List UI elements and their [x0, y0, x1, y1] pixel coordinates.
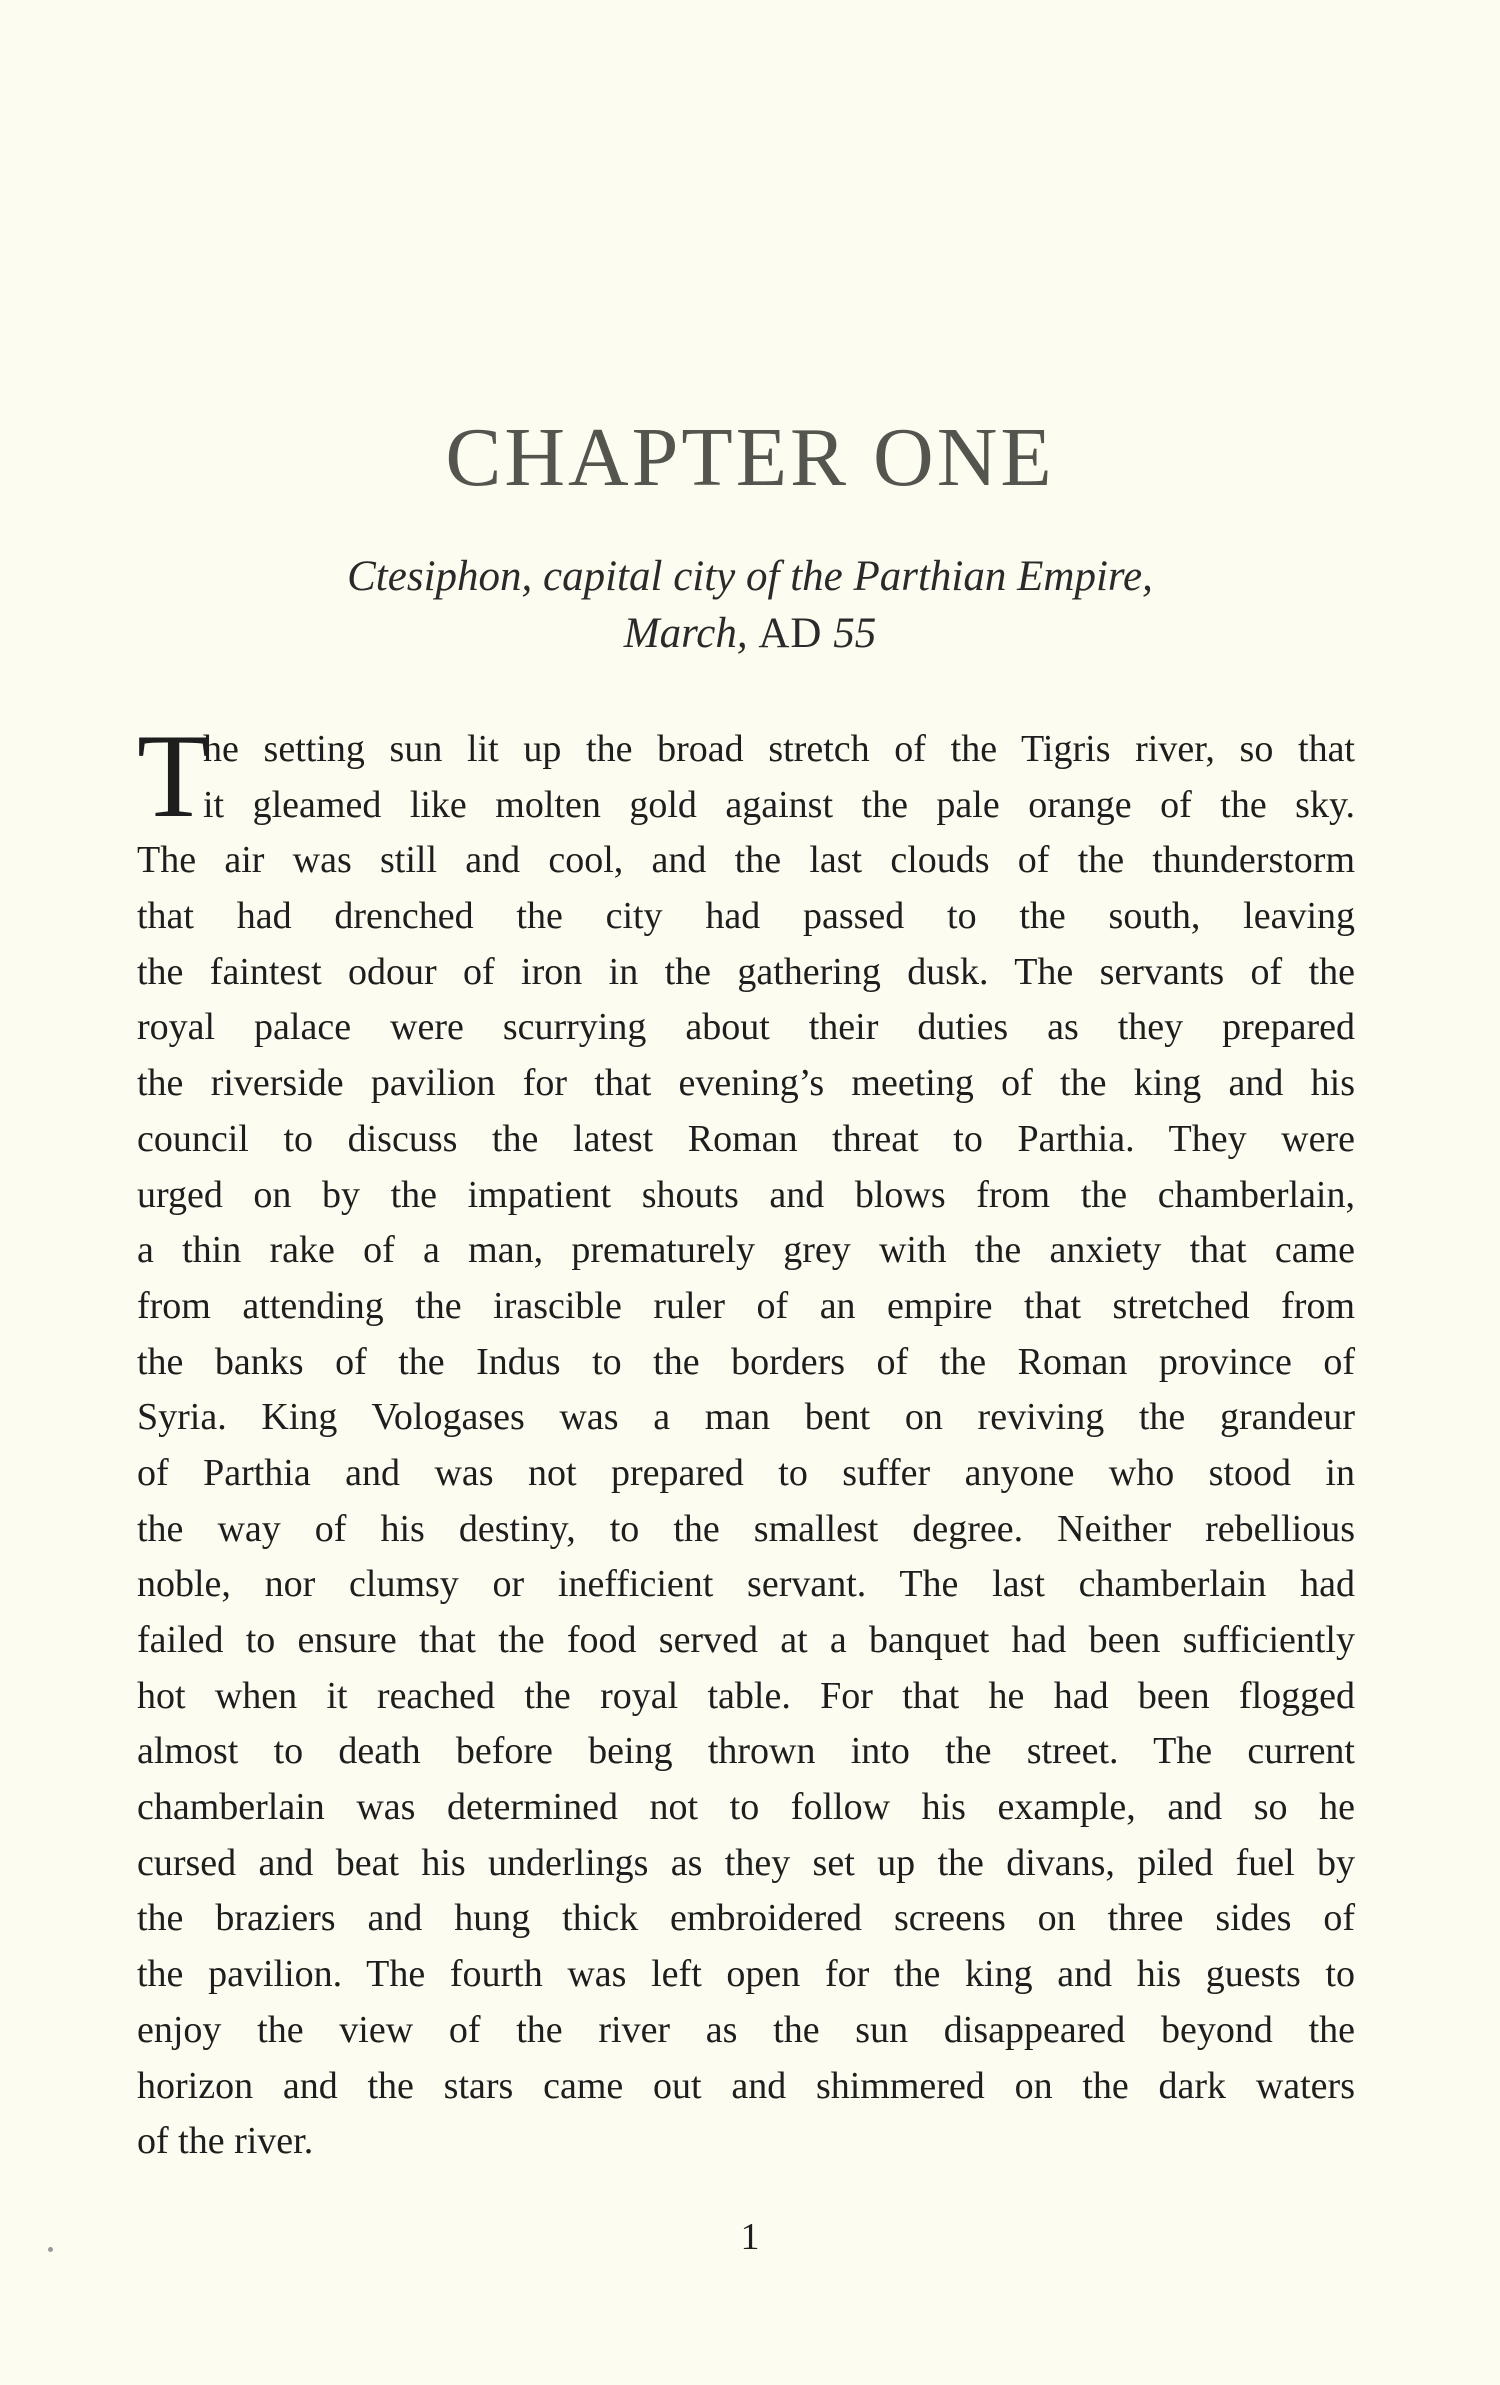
- text-line: Syria. King Vologases was a man bent on reviving the grandeur: [137, 1396, 1355, 1439]
- text-line: the way of his destiny, to the smallest degree. Neither rebellious: [137, 1507, 1355, 1550]
- text-line: The air was still and cool, and the last clouds of the thunderstorm: [137, 839, 1355, 882]
- text-line: failed to ensure that the food served at a banquet had been sufficiently: [137, 1619, 1355, 1661]
- text-line: horizon and the stars came out and shimmered on the dark waters: [137, 2064, 1355, 2107]
- chapter-date-era: AD: [758, 610, 823, 657]
- page-number: 1: [740, 2216, 760, 2258]
- text-line: hot when it reached the royal table. For that he had been flogged: [137, 1674, 1355, 1717]
- drop-cap: T: [137, 709, 211, 842]
- text-line: the faintest odour of iron in the gathering dusk. The servants of the: [137, 950, 1355, 993]
- chapter-date: [0, 612, 1500, 655]
- text-line: royal palace were scurrying about their duties as they prepared: [137, 1006, 1355, 1049]
- text-line: the riverside pavilion for that evening’s meeting of the king and his: [137, 1062, 1355, 1105]
- text-line: it gleamed like molten gold against the pale orange of the sky.: [203, 783, 1355, 826]
- text-line: that had drenched the city had passed to the south, leaving: [137, 895, 1355, 938]
- text-line: almost to death before being thrown into the street. The current: [137, 1730, 1355, 1773]
- body-paragraph: [137, 722, 1355, 2170]
- text-line: urged on by the impatient shouts and blows from the chamberlain,: [137, 1173, 1355, 1216]
- text-line: the banks of the Indus to the borders of the Roman province of: [137, 1340, 1355, 1383]
- text-line: from attending the irascible ruler of an empire that stretched from: [137, 1284, 1355, 1327]
- text-line: chamberlain was determined not to follow his example, and so he: [137, 1786, 1355, 1829]
- chapter-title: CHAPTER ONE: [445, 411, 1055, 505]
- chapter-location: Ctesiphon, capital city of the Parthian Empire,: [347, 553, 1153, 600]
- text-line: noble, nor clumsy or inefficient servant. The last chamberlain had: [137, 1563, 1355, 1606]
- chapter-date-month: March,: [623, 610, 759, 657]
- text-line: of Parthia and was not prepared to suffer anyone who stood in: [137, 1451, 1355, 1494]
- text-line: he setting sun lit up the broad stretch of the Tigris river, so that: [203, 728, 1355, 770]
- text-line: cursed and beat his underlings as they set up the divans, piled fuel by: [137, 1841, 1355, 1884]
- text-line: the braziers and hung thick embroidered screens on three sides of: [137, 1897, 1355, 1940]
- text-line: council to discuss the latest Roman threat to Parthia. They were: [137, 1117, 1355, 1160]
- text-line: enjoy the view of the river as the sun disappeared beyond the: [137, 2008, 1355, 2051]
- text-line: the pavilion. The fourth was left open for the king and his guests to: [137, 1953, 1355, 1996]
- text-line: of the river.: [137, 2120, 314, 2163]
- paper-speck: [48, 2247, 53, 2252]
- text-line: a thin rake of a man, prematurely grey with the anxiety that came: [137, 1229, 1355, 1272]
- chapter-date-year: 55: [822, 610, 877, 657]
